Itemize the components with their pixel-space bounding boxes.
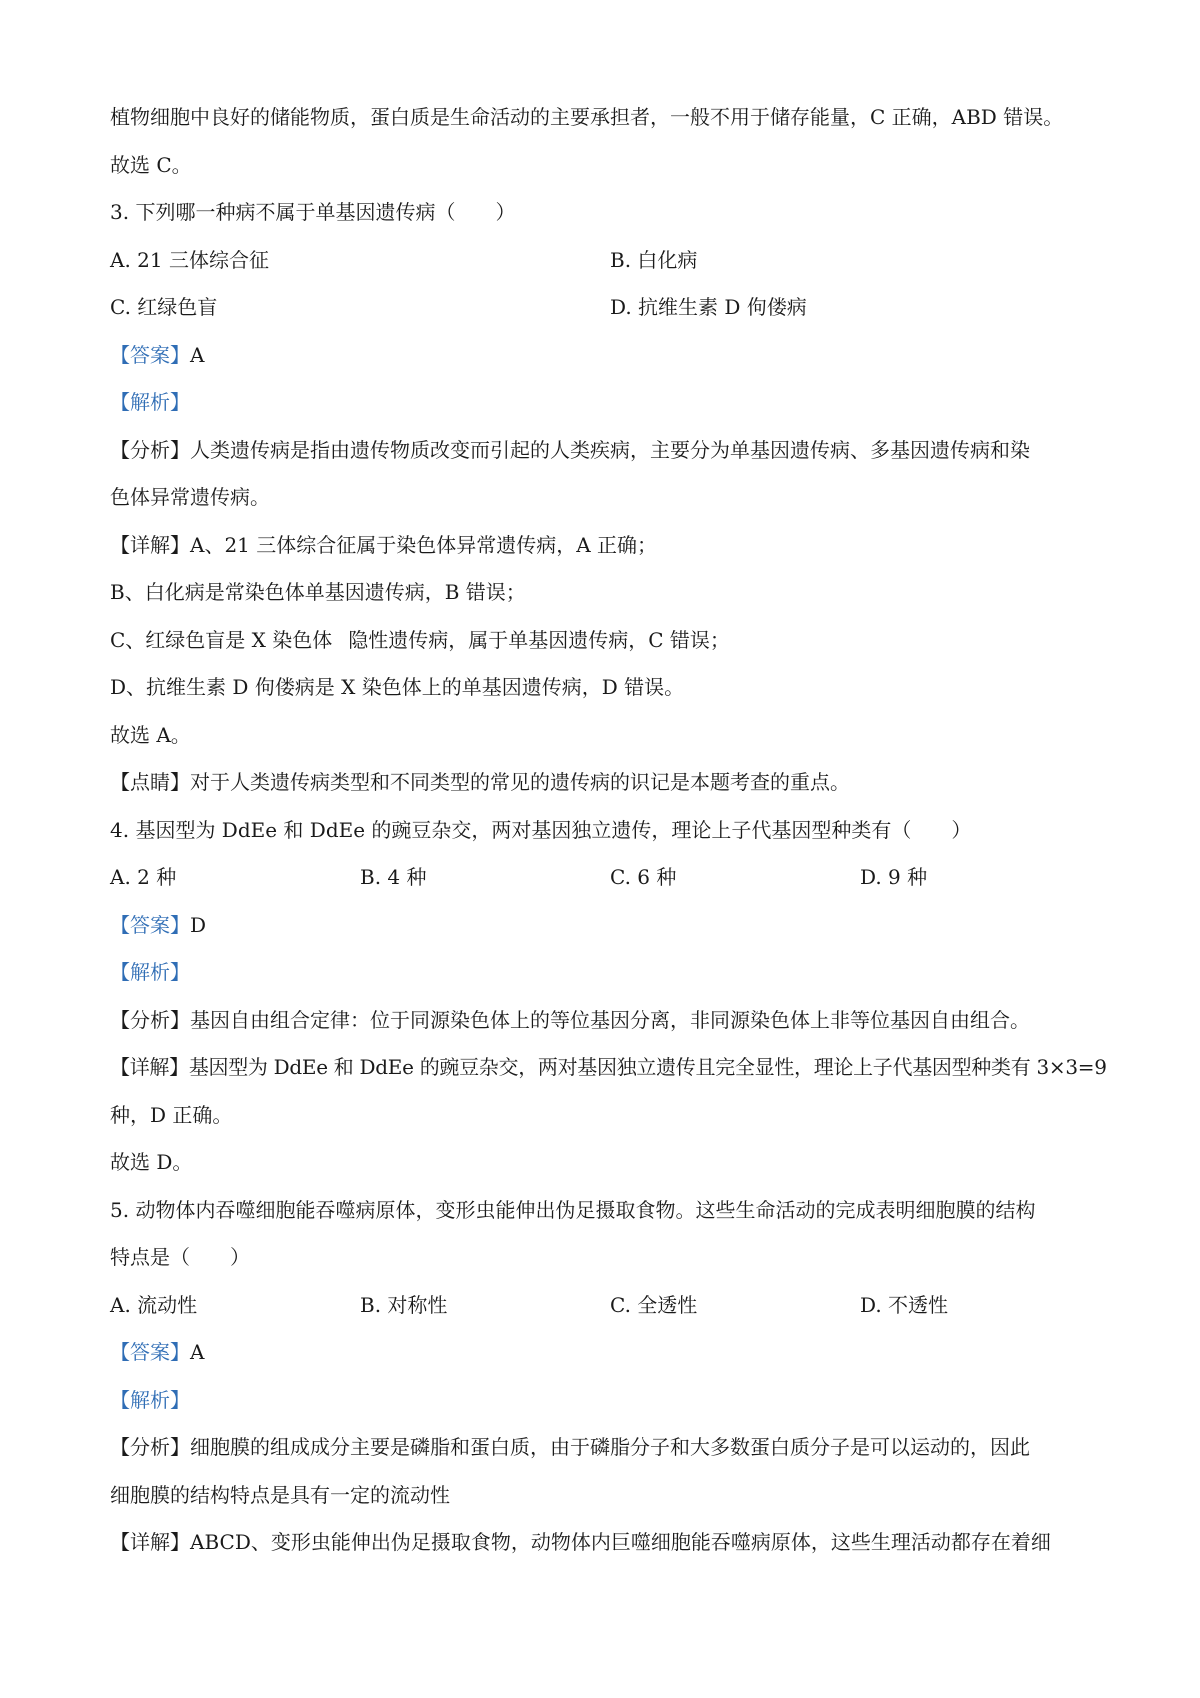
xiangjie-line (110, 1044, 1110, 1092)
fenxi-line (110, 997, 1110, 1045)
xiangjie-c (110, 617, 1110, 665)
dianjing-tag: 【点睛】 (110, 770, 190, 794)
question-4-stem: 4. 基因型为 DdEe 和 DdEe 的豌豆杂交，两对基因独立遗传，理论上子代基因型种类有（ ） (110, 817, 972, 842)
answer-value: A (190, 342, 205, 367)
xiangjie-c-part-1: C、红绿色盲是 X 染色体 (110, 627, 333, 652)
fenxi-tag: 【分析】 (110, 437, 190, 462)
question-4-options (110, 854, 1110, 902)
xiangjie-d: D、抗维生素 D 佝偻病是 X 染色体上的单基因遗传病，D 错误。 (110, 675, 685, 699)
question-5-stem: 5. 动物体内吞噬细胞能吞噬病原体，变形虫能伸出伪足摄取食物。这些生命活动的完成表明细胞膜的结构 (110, 1197, 1036, 1222)
xiangjie-line-2: 种，D 正确。 (110, 1102, 233, 1127)
conclusion: 故选 A。 (110, 722, 191, 747)
text-line: 故选 C。 (110, 152, 192, 177)
fenxi-line (110, 427, 1110, 475)
answer-line (110, 1329, 1110, 1377)
option-b: B. 对称性 (360, 1292, 448, 1317)
answer-tag: 【答案】 (110, 912, 190, 937)
option-c: C. 全透性 (610, 1292, 698, 1317)
option-c: C. 6 种 (610, 865, 677, 889)
fenxi-text: 基因自由组合定律：位于同源染色体上的等位基因分离，非同源染色体上非等位基因自由组合。 (190, 1007, 1030, 1032)
answer-line (110, 332, 1110, 380)
question-3-stem: 3. 下列哪一种病不属于单基因遗传病（ ） (110, 200, 516, 224)
document-page (110, 94, 1110, 1567)
option-a: A. 21 三体综合征 (110, 247, 269, 272)
xiangjie-a: A、21 三体综合征属于染色体异常遗传病，A 正确； (190, 532, 658, 557)
fenxi-tag: 【分析】 (110, 1435, 190, 1459)
answer-tag: 【答案】 (110, 342, 190, 367)
fenxi-tag: 【分析】 (110, 1007, 190, 1032)
dianjing-line (110, 759, 1110, 807)
analysis-tag: 【解析】 (110, 1387, 190, 1412)
answer-line (110, 902, 1110, 950)
text-line: 植物细胞中良好的储能物质，蛋白质是生命活动的主要承担者，一般不用于储存能量，C 正确，ABD 错误。 (110, 105, 1064, 129)
option-b: B. 白化病 (610, 247, 698, 272)
dianjing-text: 对于人类遗传病类型和不同类型的常见的遗传病的识记是本题考查的重点。 (190, 770, 850, 794)
xiangjie-text: ABCD、变形虫能伸出伪足摄取食物，动物体内巨噬细胞能吞噬病原体，这些生理活动都存在着细 (190, 1530, 1051, 1554)
option-a: A. 2 种 (110, 865, 177, 889)
fenxi-line-2: 细胞膜的结构特点是具有一定的流动性 (110, 1482, 450, 1507)
fenxi-text: 人类遗传病是指由遗传物质改变而引起的人类疾病，主要分为单基因遗传病、多基因遗传病和染 (190, 437, 1030, 462)
xiangjie-line (110, 1519, 1110, 1567)
option-d: D. 抗维生素 D 佝偻病 (610, 295, 807, 319)
option-b: B. 4 种 (360, 865, 427, 889)
fenxi-text: 细胞膜的组成成分主要是磷脂和蛋白质，由于磷脂分子和大多数蛋白质分子是可以运动的，因此 (190, 1435, 1030, 1459)
option-d: D. 9 种 (860, 865, 928, 889)
question-3-options-row-2 (110, 284, 1110, 332)
xiangjie-tag: 【详解】 (110, 1055, 189, 1079)
xiangjie-line (110, 522, 1110, 570)
question-3-options-row-1 (110, 237, 1110, 285)
xiangjie-c-part-2: 隐性遗传病，属于单基因遗传病，C 错误； (348, 627, 730, 652)
xiangjie-text: 基因型为 DdEe 和 DdEe 的豌豆杂交，两对基因独立遗传且完全显性，理论上子代基因型种类有 3×3=9 (188, 1055, 1107, 1079)
option-d: D. 不透性 (860, 1292, 949, 1317)
xiangjie-b: B、白化病是常染色体单基因遗传病，B 错误； (110, 580, 526, 604)
option-a: A. 流动性 (110, 1292, 198, 1317)
answer-tag: 【答案】 (110, 1340, 190, 1364)
answer-value: D (190, 912, 207, 937)
option-c: C. 红绿色盲 (110, 295, 218, 319)
question-5-options (110, 1282, 1110, 1330)
analysis-tag: 【解析】 (110, 960, 190, 984)
xiangjie-tag: 【详解】 (110, 1530, 190, 1554)
analysis-tag: 【解析】 (110, 390, 190, 414)
fenxi-line (110, 1424, 1110, 1472)
fenxi-line-2: 色体异常遗传病。 (110, 485, 270, 509)
xiangjie-tag: 【详解】 (110, 532, 190, 557)
conclusion: 故选 D。 (110, 1150, 193, 1174)
answer-value: A (190, 1340, 205, 1364)
question-5-stem-2: 特点是（ ） (110, 1245, 250, 1269)
